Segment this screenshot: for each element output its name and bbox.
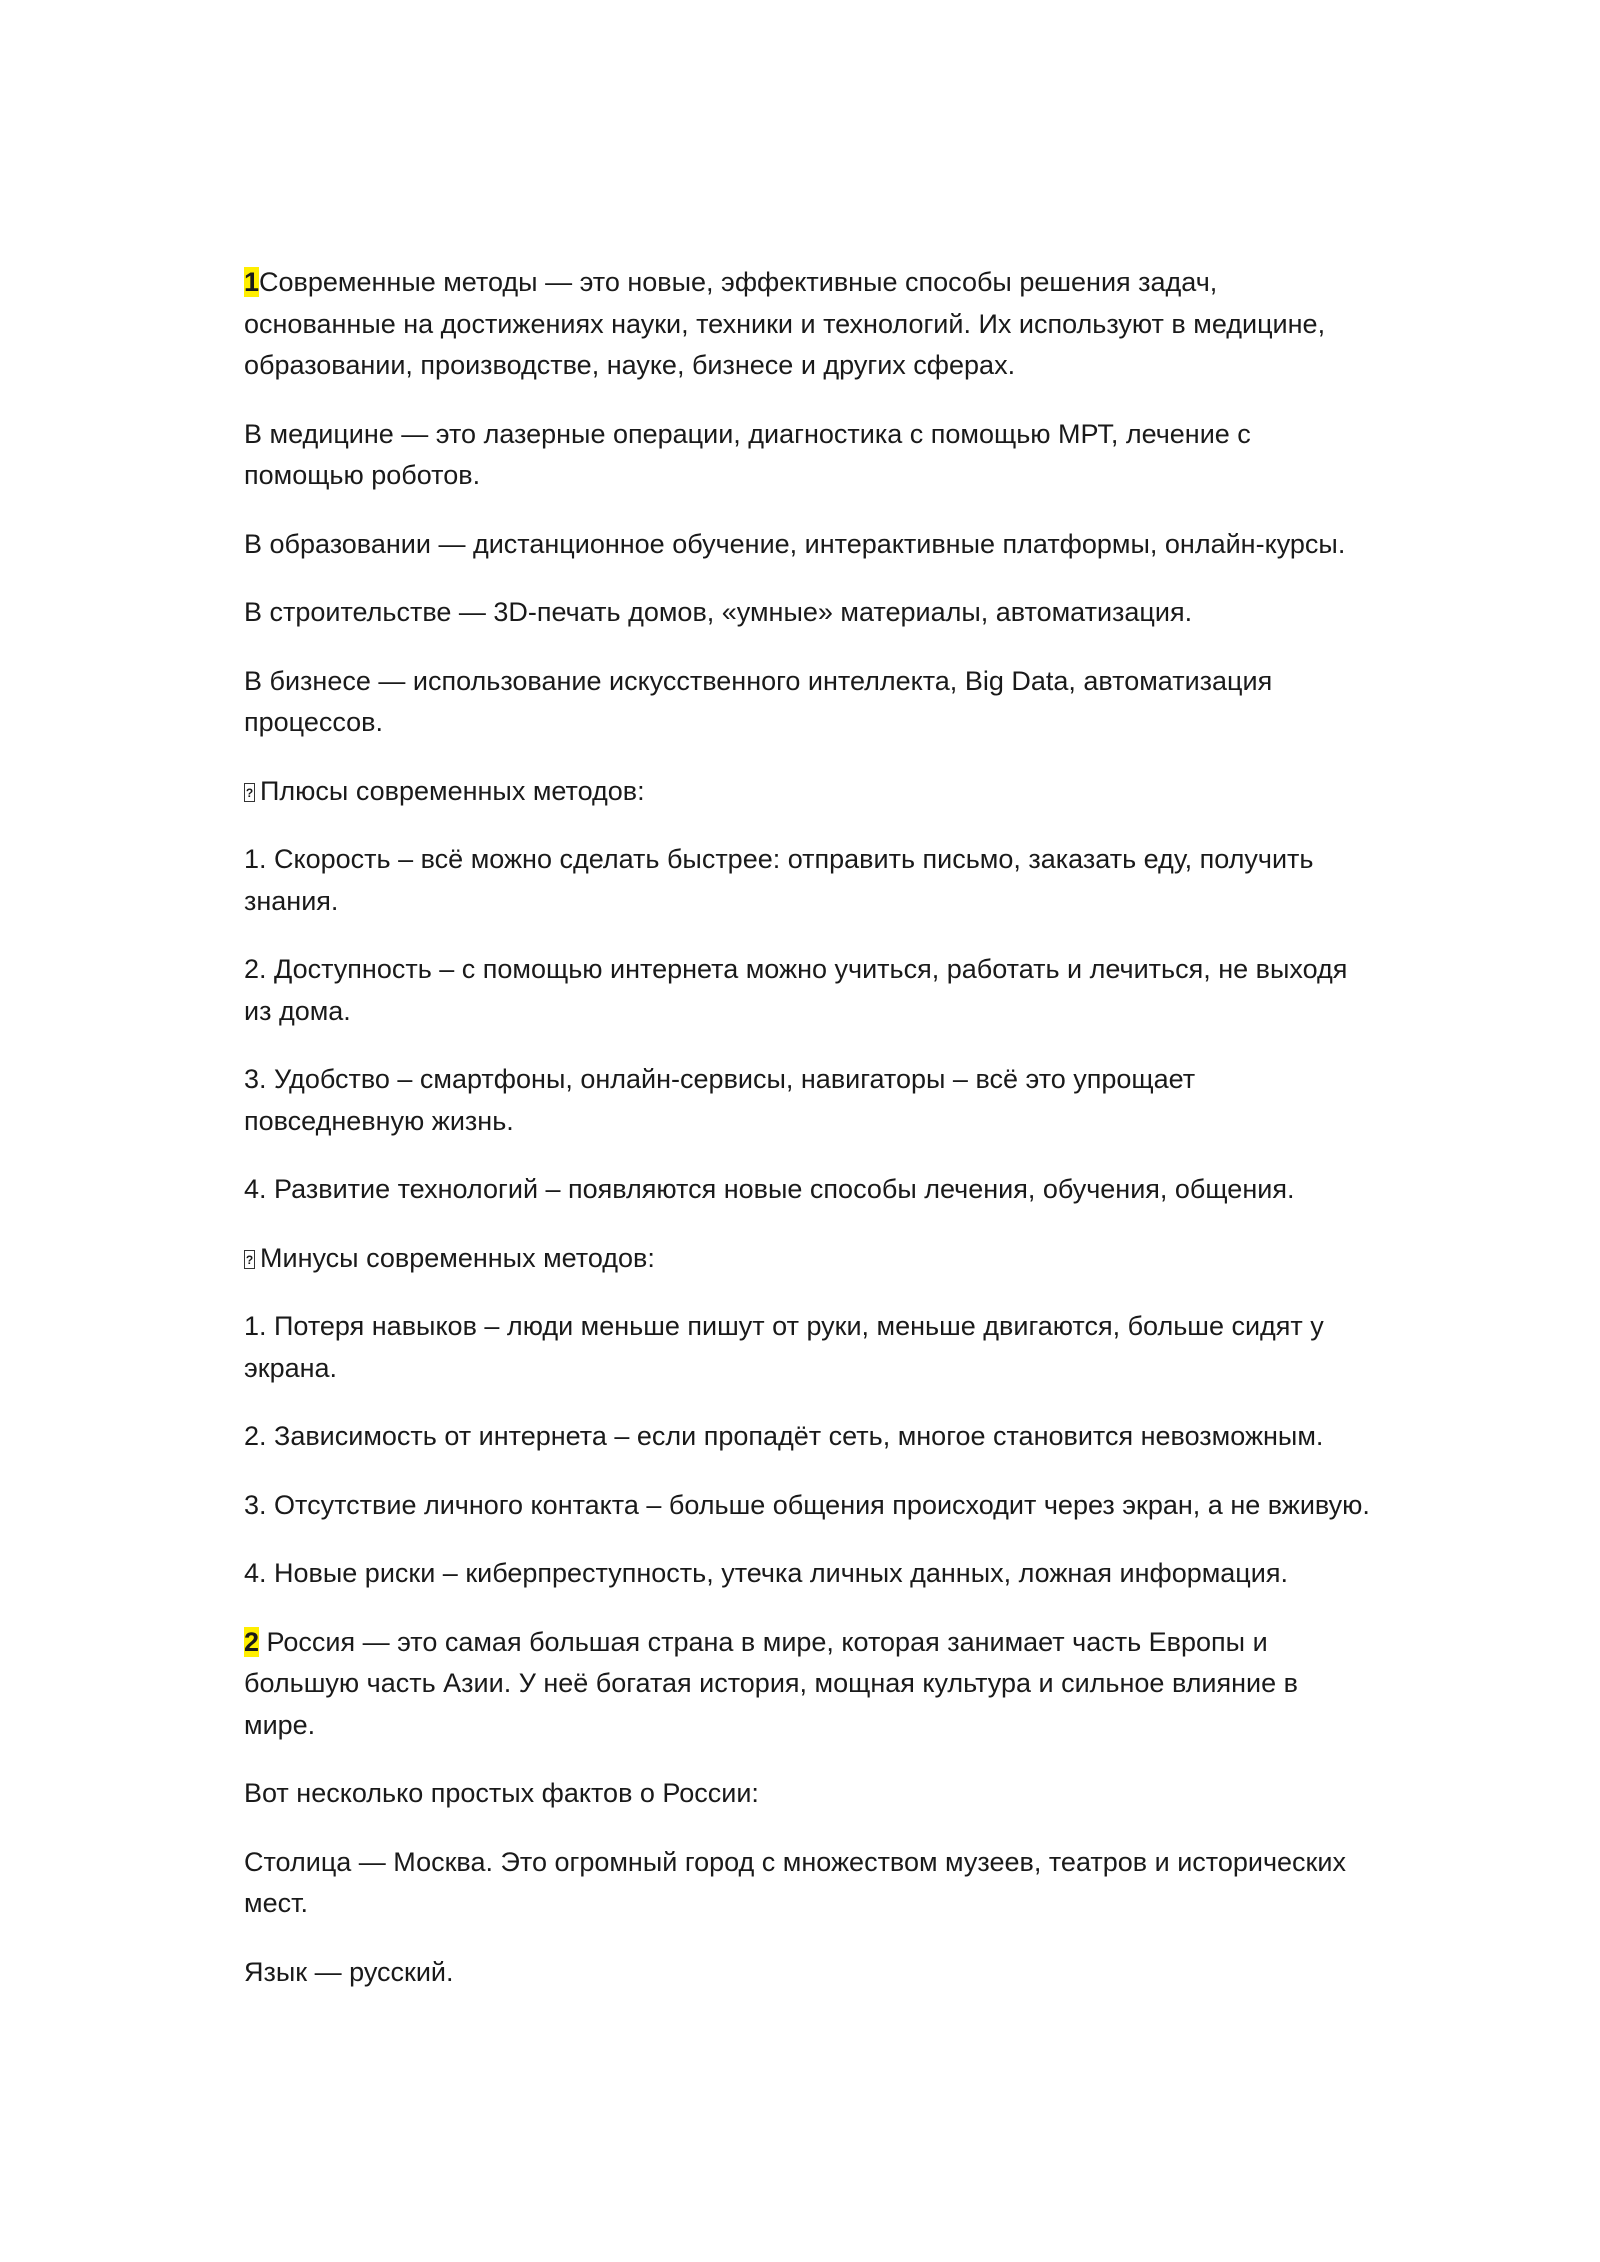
cons-item: 4. Новые риски – киберпреступность, утечка личных данных, ложная информация. [244,1558,1288,1588]
example-medicine: В медицине — это лазерные операции, диагностика с помощью МРТ, лечение с помощью роботов. [244,418,1251,490]
cons-heading [244,1238,1374,1280]
fact-item: Язык — русский. [244,1956,454,1987]
cons-item: 1. Потеря навыков – люди меньше пишут от руки, меньше двигаются, больше сидят у экрана. [244,1311,1324,1383]
section1-intro-text: Современные методы — это новые, эффективные способы решения задач, основанные на достижениях науки, техники и технологий. Их используют в медицине, образовании, производстве, науке, бизнесе и других сферах. [244,267,1326,380]
pros-heading [244,771,1374,813]
facts-heading: Вот несколько простых фактов о России: [244,1778,759,1808]
missing-glyph-icon [244,1250,255,1269]
fact-item: Столица — Москва. Это огромный город с множеством музеев, театров и исторических мест. [244,1846,1346,1918]
example-construction: В строительстве — 3D-печать домов, «умные» материалы, автоматизация. [244,597,1193,627]
section2-intro [244,1622,1374,1747]
cons-item: 3. Отсутствие личного контакта – больше общения происходит через экран, а не вживую. [244,1489,1370,1520]
example-education: В образовании — дистанционное обучение, интерактивные платформы, онлайн-курсы. [244,528,1346,559]
missing-glyph-icon [244,783,255,802]
section2-intro-text: Россия — это самая большая страна в мире, которая занимает часть Европы и большую часть Азии. У неё богатая история, мощная культура и сильное влияние в мире. [244,1626,1298,1740]
section1-marker: 1 [244,267,260,297]
pros-item: 2. Доступность – с помощью интернета можно учиться, работать и лечиться, не выходя из дома. [244,954,1348,1026]
section1-intro [244,262,1374,387]
cons-item: 2. Зависимость от интернета – если пропадёт сеть, многое становится невозможным. [244,1421,1324,1451]
pros-item: 1. Скорость – всё можно сделать быстрее: отправить письмо, заказать еду, получить знания. [244,844,1314,916]
document-page [244,262,1374,2020]
section2-marker: 2 [244,1626,260,1657]
pros-item: 3. Удобство – смартфоны, онлайн-сервисы, навигаторы – всё это упрощает повседневную жизнь. [244,1064,1196,1136]
pros-heading-text: Плюсы современных методов: [260,775,645,806]
example-business: В бизнесе — использование искусственного интеллекта, Big Data, автоматизация процессов. [244,665,1273,737]
cons-heading-text: Минусы современных методов: [260,1242,655,1273]
pros-item: 4. Развитие технологий – появляются новые способы лечения, обучения, общения. [244,1174,1295,1204]
